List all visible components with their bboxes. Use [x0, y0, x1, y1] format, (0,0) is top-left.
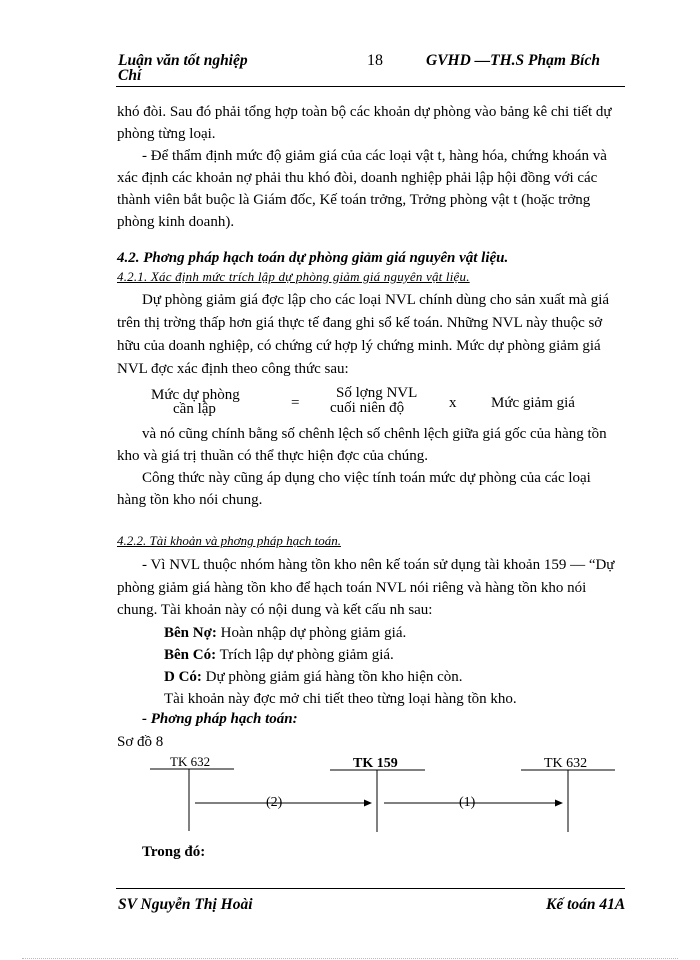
paragraph-line: khó đòi. Sau đó phải tổng hợp toàn bộ các khoản dự phòng vào bảng kê chi tiết dự: [117, 104, 612, 120]
debit-side-text: Hoàn nhập dự phòng giảm giá.: [216, 625, 407, 641]
paragraph-line: - Vì NVL thuộc nhóm hàng tồn kho nên kế toán sử dụng tài khoản 159 — “Dự: [142, 557, 615, 573]
credit-balance-label: D Có:: [164, 669, 202, 685]
paragraph-line: phòng từng loại.: [117, 126, 216, 142]
paragraph-line: Dự phòng giảm giá đợc lập cho các loại NVL chính dùng cho sản xuất mà giá: [142, 292, 610, 308]
paragraph-line: - Để thẩm định mức độ giảm giá của các loại vật t, hàng hóa, chứng khoán và: [142, 148, 607, 164]
arrow-label: (2): [266, 795, 283, 810]
diagram-label: Sơ đồ 8: [117, 734, 164, 750]
paragraph-line: và nó cũng chính bằng số chênh lệch số chênh lệch giữa giá gốc của hàng tồn: [142, 426, 607, 442]
formula-numerator-line2: cuối niên độ: [330, 400, 405, 416]
paragraph-line: hữu của doanh nghiệp, có chứng cứ hợp lý chứng minh. Mức dự phòng giảm giá: [117, 338, 601, 354]
subsection-heading: 4.2.1. Xác định mức trích lập dự phòng giảm giá nguyên vật liệu.: [117, 269, 470, 284]
formula-numerator: Số lợng NVL: [336, 385, 418, 401]
footer-author: SV Nguyễn Thị Hoài: [118, 896, 253, 913]
t-account-tk632-left: [150, 754, 234, 831]
account-label: TK 632: [170, 754, 211, 769]
credit-side-label: Bên Có:: [164, 647, 217, 663]
formula-lhs-line2: cần lập: [173, 401, 216, 417]
paragraph-line: Tài khoản này đợc mở chi tiết theo từng loại hàng tồn kho.: [164, 691, 517, 707]
arrow-label: (1): [459, 795, 476, 810]
credit-side-text: Trích lập dự phòng giảm giá.: [216, 647, 394, 663]
arrow-entry-2: [195, 795, 372, 810]
paragraph-line: Công thức này cũng áp dụng cho việc tính toán mức dự phòng của các loại: [142, 470, 591, 486]
paragraph-line: hàng tồn kho nói chung.: [117, 492, 263, 508]
t-account-tk632-right: [521, 756, 615, 832]
credit-balance-text: Dự phòng giảm giá hàng tồn kho hiện còn.: [201, 669, 463, 685]
where-label: Trong đó:: [142, 844, 206, 860]
debit-side-label: Bên Nợ:: [164, 625, 217, 641]
arrow-entry-1: [384, 795, 563, 810]
formula-lhs: Mức dự phòng: [151, 387, 240, 403]
paragraph-line: phòng giảm giá hàng tồn kho để hạch toán NVL nói riêng và hàng tồn kho nói: [117, 580, 587, 596]
header-title-continued: Chí: [118, 67, 142, 84]
paragraph-line: kho và giá trị thuần có thể thực hiện đợc của chúng.: [117, 448, 428, 464]
account-label: TK 159: [353, 756, 398, 771]
paragraph-line: NVL đợc xác định theo công thức sau:: [117, 361, 349, 377]
header-supervisor: GVHD —TH.S Phạm Bích: [426, 52, 600, 69]
paragraph-line: phòng kinh doanh).: [117, 214, 235, 230]
formula-equals: =: [291, 395, 300, 411]
page-edge: [22, 958, 678, 959]
paragraph-line: chung. Tài khoản này có nội dung và kết cấu nh sau:: [117, 602, 433, 618]
formula-rhs: Mức giảm giá: [491, 395, 575, 411]
header-title: Luận văn tốt nghiệp: [118, 52, 248, 69]
t-account-tk159: [330, 756, 425, 832]
paragraph-line: trên thị trờng thấp hơn giá thực tế đang ghi sổ kế toán. Những NVL này thuộc sở: [117, 315, 603, 331]
formula-times: x: [449, 395, 457, 411]
section-heading: 4.2. Phơng pháp hạch toán dự phòng giảm giá nguyên vật liệu.: [117, 250, 509, 266]
method-heading: - Phơng pháp hạch toán:: [142, 711, 298, 727]
paragraph-line: xác định các khoản nợ phải thu khó đòi, doanh nghiệp phải lập hội đồng với các: [117, 170, 598, 186]
footer-class: Kế toán 41A: [546, 896, 626, 913]
account-label: TK 632: [544, 756, 588, 771]
page-number: 18: [367, 52, 383, 69]
footer-rule: [116, 888, 625, 889]
subsection-heading: 4.2.2. Tài khoản và phơng pháp hạch toán.: [117, 533, 341, 548]
paragraph-line: thành viên bắt buộc là Giám đốc, Kế toán trởng, Trởng phòng vật t (hoặc trởng: [117, 192, 591, 208]
